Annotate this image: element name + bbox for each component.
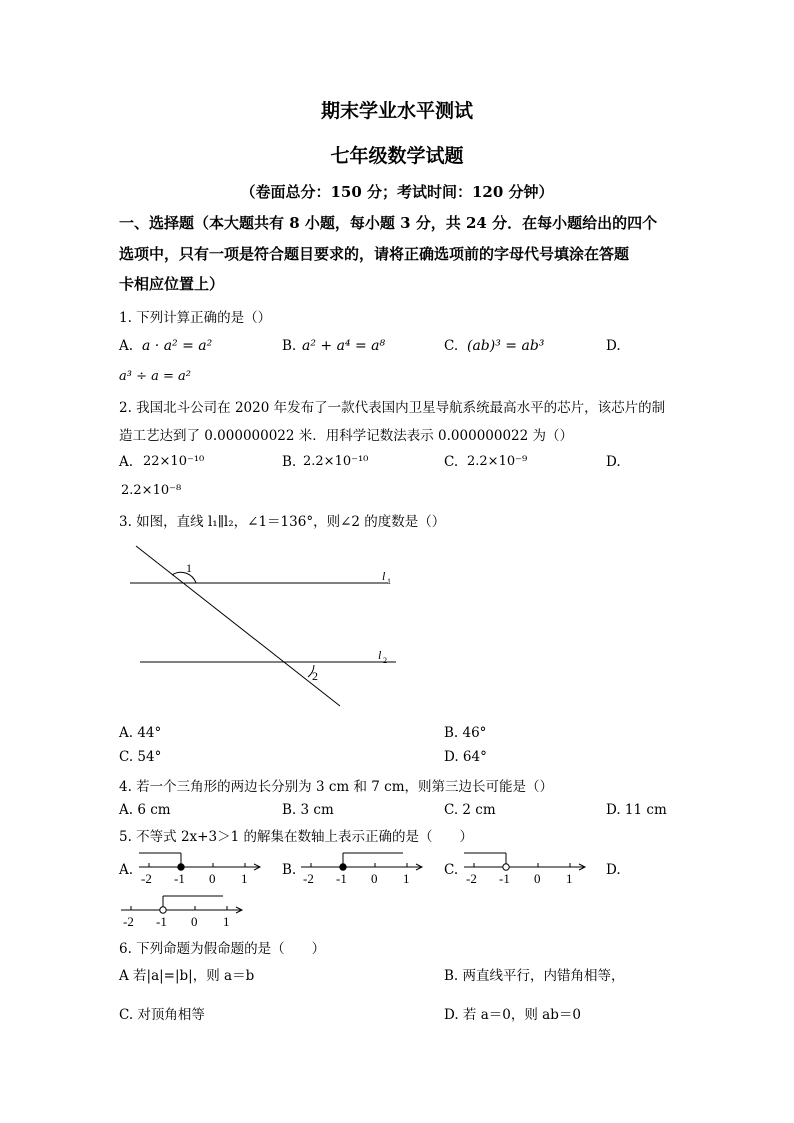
svg-text:1: 1: [223, 914, 230, 929]
svg-text:1: 1: [566, 871, 573, 886]
l1-subscript: 1: [387, 577, 391, 586]
exam-info: （卷面总分：150 分；考试时间：120 分钟）: [240, 183, 554, 201]
q3-stem: 3. 如图，直线 l₁∥l₂，∠1＝136°，则∠2 的度数是（）: [119, 514, 446, 530]
q2-option-d-expr: 2.2×10⁻⁸: [121, 483, 182, 498]
q6-option-a: A 若|a|=|b|，则 a＝b: [119, 968, 255, 984]
q5-option-d-label: D.: [606, 862, 621, 878]
exam-title: 期末学业水平测试: [320, 100, 473, 122]
l2-subscript: 2: [383, 656, 387, 665]
q2-option-c-label: C.: [444, 454, 459, 470]
q2-stem-line1: 2. 我国北斗公司在 2020 年发布了一款代表国内卫星导航系统最高水平的芯片，该芯片的制: [119, 400, 666, 416]
q4-option-c: C. 2 cm: [444, 802, 496, 818]
q2-option-d-label: D.: [606, 454, 621, 470]
svg-text:0: 0: [534, 871, 541, 886]
q2-option-b-expr: 2.2×10⁻¹⁰: [303, 454, 369, 469]
svg-text:1: 1: [241, 871, 248, 886]
l2-label: l: [378, 648, 382, 662]
q1-option-d-label: D.: [606, 338, 621, 354]
q3-figure: [120, 540, 410, 715]
svg-text:0: 0: [209, 871, 216, 886]
section-heading-line2: 选项中，只有一项是符合题目要求的，请将正确选项前的字母代号填涂在答题: [119, 245, 630, 263]
q5-option-a-number-line: [135, 850, 265, 886]
q1-stem: 1. 下列计算正确的是（）: [119, 310, 272, 326]
q6-option-d: D. 若 a＝0，则 ab＝0: [444, 1007, 581, 1023]
q4-option-d: D. 11 cm: [606, 802, 667, 818]
q1-option-b-label: B.: [282, 338, 297, 354]
q1-option-c-expr: (ab)³ = ab³: [467, 338, 545, 354]
transversal-line: [136, 546, 340, 706]
q5-option-d-number-line: [117, 893, 247, 929]
open-point: [160, 907, 166, 913]
q1-option-a-label: A.: [119, 338, 134, 354]
q3-option-a: A. 44°: [119, 725, 162, 741]
q2-option-c-expr: 2.2×10⁻⁹: [467, 454, 528, 469]
q4-option-b: B. 3 cm: [282, 802, 334, 818]
q4-stem: 4. 若一个三角形的两边长分别为 3 cm 和 7 cm，则第三边长可能是（）: [119, 779, 554, 795]
svg-text:-2: -2: [141, 871, 152, 886]
open-point: [503, 864, 509, 870]
q3-option-c: C. 54°: [119, 749, 162, 765]
q3-option-d: D. 64°: [444, 749, 487, 765]
q3-option-b: B. 46°: [444, 725, 487, 741]
q1-option-a-expr: a · a² = a²: [142, 338, 213, 354]
closed-point: [340, 864, 346, 870]
q5-option-c-label: C.: [444, 862, 459, 878]
q2-stem-line2: 造工艺达到了 0.000000022 米．用科学记数法表示 0.000000022 为（）: [119, 428, 574, 444]
q2-option-a-label: A.: [119, 454, 134, 470]
q5-option-a-label: A.: [119, 862, 134, 878]
q6-option-b: B. 两直线平行，内错角相等，: [444, 968, 625, 984]
svg-text:-1: -1: [336, 871, 347, 886]
l1-label: l: [382, 569, 386, 583]
q6-option-c: C. 对顶角相等: [119, 1007, 205, 1023]
svg-text:-2: -2: [466, 871, 477, 886]
svg-text:1: 1: [403, 871, 410, 886]
exam-subtitle: 七年级数学试题: [330, 145, 464, 167]
svg-text:0: 0: [371, 871, 378, 886]
q4-option-a: A. 6 cm: [119, 802, 171, 818]
section-heading-line1: 一、选择题（本大题共有 8 小题，每小题 3 分，共 24 分．在每小题给出的四个: [119, 214, 658, 232]
svg-text:0: 0: [191, 914, 198, 929]
q6-stem: 6. 下列命题为假命题的是（ ）: [119, 941, 326, 957]
svg-text:-1: -1: [499, 871, 510, 886]
closed-point: [178, 864, 184, 870]
svg-text:-1: -1: [174, 871, 185, 886]
svg-text:-2: -2: [303, 871, 314, 886]
q2-option-a-expr: 22×10⁻¹⁰: [143, 454, 205, 469]
q5-stem: 5. 不等式 2x+3＞1 的解集在数轴上表示正确的是（ ）: [119, 829, 473, 845]
q5-option-b-label: B.: [282, 862, 297, 878]
q1-option-c-label: C.: [444, 338, 459, 354]
svg-text:-1: -1: [156, 914, 167, 929]
q2-option-b-label: B.: [282, 454, 297, 470]
section-heading-line3: 卡相应位置上）: [119, 275, 225, 293]
q5-option-b-number-line: [297, 850, 427, 886]
q5-option-c-number-line: [460, 850, 590, 886]
angle-2-label: 2: [312, 669, 318, 683]
q1-option-b-expr: a² + a⁴ = a⁸: [302, 338, 386, 354]
angle-1-label: 1: [186, 561, 192, 575]
q1-option-d-expr: a³ ÷ a = a²: [119, 369, 191, 384]
svg-text:-2: -2: [123, 914, 134, 929]
